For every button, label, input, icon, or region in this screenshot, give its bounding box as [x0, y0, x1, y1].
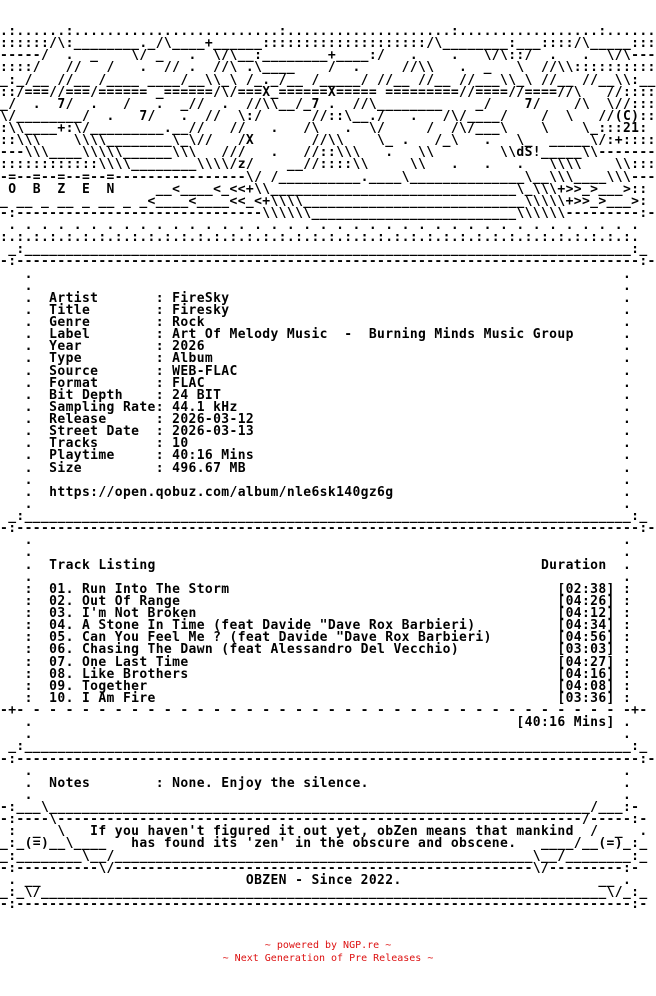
track-row: : 03. I'm Not Broken [04:12] :	[0, 606, 632, 621]
box-border-line: -:----------------------------------------------------------------------------:-	[0, 751, 656, 767]
info-field-line: . Source : WEB-FLAC .	[0, 363, 632, 379]
info-field-line: . Size : 496.67 MB .	[0, 460, 632, 476]
header-art-line: ::::/ // / . // . //\ .\____ / . //\\ . _ \ //\\::::::::::	[0, 60, 656, 76]
box-side-line: . .	[0, 545, 632, 561]
footer-art-line: -:___\__________________________________________________________________/___:-	[0, 800, 640, 815]
track-row: : 01. Run Into The Storm [02:38] :	[0, 581, 632, 597]
notes-line: . Notes : None. Enjoy the silence. .	[0, 775, 632, 791]
info-field-line: . Street Date : 2026-03-13 .	[0, 424, 632, 440]
track-row: : 08. Like Brothers [04:16] :	[0, 666, 632, 682]
info-field-line: . Sampling Rate: 44.1 kHz .	[0, 399, 632, 415]
box-side-line: . .	[0, 496, 632, 512]
header-art-line: :\\____+:\/_________.__// // . /\ . \/ / /\/___\ \ \_:::21:	[0, 121, 656, 136]
header-art-line: .:......:.........................:....................:.................:......	[0, 24, 656, 39]
info-field-line: . Bit Depth : 24 BIT .	[0, 387, 632, 403]
info-field-line: . Genre : Rock .	[0, 315, 632, 330]
header-art-line: -:------------------------------\\\\\\_________________________\\\\\\---------:-	[0, 205, 656, 221]
header-art-line: -----/ . _ \/ _ . \/\__:________+____:/ . . \/\::/ . . \/\---	[0, 48, 656, 64]
footer-art-line: -:----------\/---------------------------------------------------\/---------:-	[0, 860, 640, 876]
footer-art-line: _:_\/_____________________________________________________________________\/_:_	[0, 884, 648, 900]
header-art-line: _/ . 7/ . / . _// . //\\__/_7 . //\________ _/ 7/ /\ \//:::	[0, 96, 656, 112]
track-row: : 10. I Am Fire [03:36] :	[0, 690, 632, 706]
header-art-line: \/________/ . 7/ . // \:/ //::\__./ . /\/____/ / \ //(C)::	[0, 108, 656, 124]
footer-art-line: -:---------------------------------------------------------------------------:-	[0, 897, 648, 912]
info-field-line: . Tracks : 10 .	[0, 436, 632, 452]
track-row: : 04. A Stone In Time (feat Davide "Dave Rox Barbieri) [04:34] :	[0, 618, 632, 634]
box-side-line: . .	[0, 533, 632, 549]
box-side-line: . .	[0, 266, 632, 282]
box-side-line: . .	[0, 787, 632, 803]
box-side-line: . .	[0, 472, 632, 488]
footer-quote-line: : _ \ If you haven't figured it out yet, obZen means that mankind / _ .	[0, 824, 648, 840]
box-border-line: _:__________________________________________________________________________:_	[0, 509, 648, 524]
info-field-line: . Artist : FireSky .	[0, 290, 632, 306]
footer-art-line: -:----\----------------------------------------------------------------/-----:-	[0, 812, 648, 828]
album-url[interactable]: . https://open.qobuz.com/album/nle6sk140gz6g .	[0, 484, 632, 500]
footer-quote-line: _:_(=)__\____ has found its 'zen' in the obscure and obscene. ____/__(=)_:_	[0, 836, 648, 852]
info-field-line: . Release : 2026-03-12 .	[0, 412, 632, 427]
header-art-line: O B Z E N __<____<_<<+\\______________________________\_\\\+>>_>___>::	[0, 181, 648, 197]
box-border-line: -:----------------------------------------------------------------------------:-	[0, 254, 656, 270]
header-art-line: ::/===//===/====== _======/\/===X_======X===== =========//====//====//\ //::::	[0, 84, 656, 100]
header-art-line: ---\\\____\\\\\______\\\ /// . //::\\\ . \\ \\dS!_____\\-------	[0, 145, 656, 161]
footer-art-line: _:________\__/___________________________________________________\__/________:_	[0, 848, 648, 864]
box-side-line: . .	[0, 763, 632, 779]
header-art-line: ::::::::::::\\\\________\\\\/z/ __//::::\\ \\ . . . \\\\ \\:::	[0, 157, 656, 173]
track-row: : 05. Can You Feel Me ? (feat Davide "Dave Rox Barbieri) [04:56] :	[0, 630, 632, 646]
info-field-line: . Type : Album .	[0, 351, 632, 367]
box-side-line: . .	[0, 569, 632, 585]
track-separator: -+- - - - - - - - - - - - - - - - - - - - - - - - - - - - - - - - - - - - - -+-	[0, 703, 648, 718]
track-list-header: . Track Listing Duration .	[0, 557, 632, 573]
info-field-line: . Playtime : 40:16 Mins .	[0, 448, 632, 464]
footer-slogan-line: . __ OBZEN - Since 2022. __ .	[0, 872, 632, 888]
track-row: : 09. Together [04:08] :	[0, 678, 632, 694]
powered-by-footer	[0, 939, 656, 965]
next-generation-line: ~ Next Generation of Pre Releases ~	[222, 953, 434, 965]
track-row: : 06. Chasing The Dawn (feat Alessandro Del Vecchio) [03:03] :	[0, 642, 632, 658]
header-art-line: . . . . . . . . . . . . . . . . . . . . . . . . . . . . . . . . . . . . . . .	[0, 218, 640, 233]
track-row: : 02. Out Of Range [04:26] :	[0, 593, 632, 609]
info-field-line: . Year : 2026 .	[0, 339, 632, 355]
info-field-line: . Format : FLAC .	[0, 375, 632, 391]
box-side-line: . .	[0, 727, 632, 743]
header-art-line: ::\\\ \\\\________\_\// /X //\\ \_ . /_\ . \_ _____\/:+::::	[0, 133, 656, 149]
info-field-line: . Label : Art Of Melody Music - Burning Minds Music Group .	[0, 327, 632, 343]
header-art-line: _ __ _ __ _ __ _ _<____<____<<_<+\\\\___________________________\\\\\+>>_>___>:	[0, 193, 648, 209]
header-art-line: ::::::/\:________._/\____+______::::::::::::::::::::/\________:___::::/\_____:::	[0, 36, 656, 52]
box-border-line: _:__________________________________________________________________________:_	[0, 242, 648, 258]
track-row: : 07. One Last Time [04:27] :	[0, 654, 632, 670]
header-art-line: _:_/__ //__ /____ ____/__\\_\ /_._/__ /_____/ //__ //__ //___\\_\ //__ //__\\:__	[0, 72, 656, 88]
header-art-line: :.:.:.:.:.:.:.:.:.:.:.:.:.:.:.:.:.:.:.:.:.:.:.:.:.:.:.:.:.:.:.:.:.:.:.:.:.:.:.	[0, 230, 640, 246]
track-total: . [40:16 Mins] .	[0, 715, 632, 731]
box-border-line: _:__________________________________________________________________________:_	[0, 739, 648, 755]
header-art-line: -=--=--=--=--=----------------\/ /__________.____\______________\__\\\____\\\---	[0, 169, 656, 185]
box-side-line: . .	[0, 278, 632, 294]
info-field-line: . Title : Firesky .	[0, 302, 632, 318]
box-border-line: -:----------------------------------------------------------------------------:-	[0, 521, 656, 537]
powered-by-line: ~ powered by NGP.re ~	[264, 940, 392, 952]
